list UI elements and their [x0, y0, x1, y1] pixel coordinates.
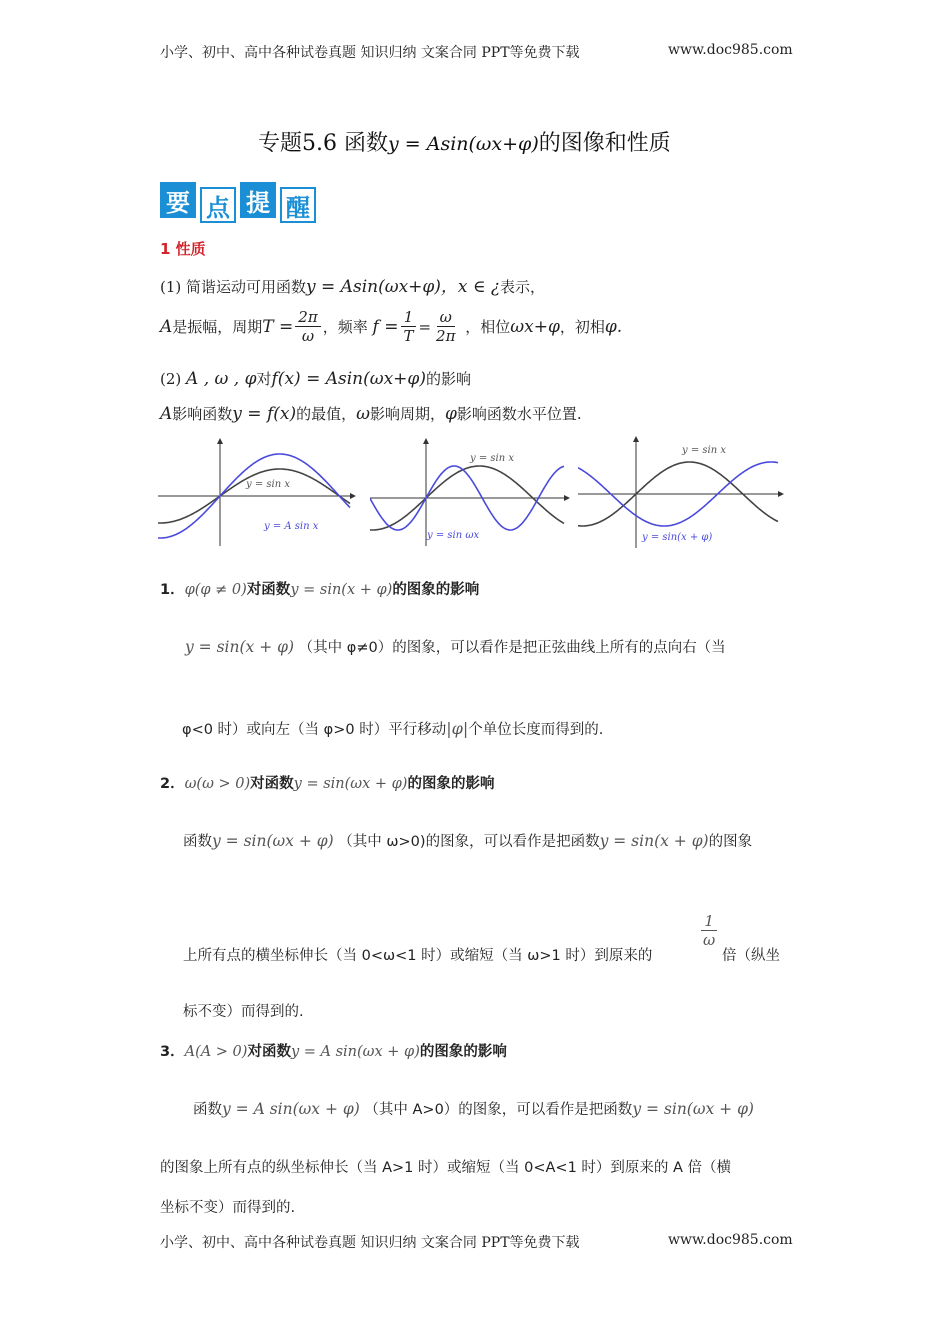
item2-b-formula2: y = sin(x + φ): [599, 832, 709, 850]
freq2-num: ω: [437, 308, 455, 327]
p3-mid: 对: [256, 370, 272, 388]
footer-url[interactable]: www.doc985.com: [668, 1232, 793, 1248]
graph3-label-sin: y = sin x: [682, 445, 726, 456]
item3-formula2: y = A sin(ωx + φ): [290, 1044, 420, 1060]
badge-yao: 要: [160, 182, 196, 218]
p4-a: A: [160, 404, 173, 424]
freq-fraction-2: [433, 308, 458, 345]
graph2-label-sin-omega: y = sin ωx: [427, 530, 480, 541]
p2-f: f =: [372, 316, 399, 337]
p4-f: y = f(x): [232, 404, 297, 424]
graph3-label-sin-shift: y = sin(x + φ): [642, 532, 713, 543]
title-prefix: 专题5.6 函数: [258, 131, 388, 156]
badge-ti: 提: [240, 182, 276, 218]
p2-phase: ，相位: [465, 318, 511, 336]
item1-abs: |φ|: [446, 719, 469, 738]
item1-t2: 的图象的影响: [392, 582, 480, 598]
p2-T: T =: [262, 316, 294, 337]
p1-suffix: 表示，: [500, 278, 546, 296]
item2-b-formula: y = sin(ωx + φ): [212, 832, 334, 850]
graph-phase: [578, 436, 784, 548]
freq-fraction-1: [400, 308, 416, 345]
footer-left: 小学、初中、高中各种试卷真题 知识归纳 文案合同 PPT等免费下载: [160, 1235, 580, 1251]
item1-line1: [185, 636, 726, 657]
p2-amp: 是振幅，周期: [172, 318, 263, 336]
badge-dian: 点: [200, 187, 236, 223]
p2-phase-val: ωx+φ: [510, 316, 560, 337]
item2-fraction: [700, 912, 718, 949]
item2-line2-end: 倍（纵坐: [722, 948, 780, 964]
p1-formula: y = Asin(ωx+φ)，x ∈ ¿: [306, 277, 501, 297]
section-heading: 1 性质: [160, 240, 206, 258]
item3-heading: [160, 1040, 507, 1061]
item2-t2: 的图象的影响: [407, 776, 495, 792]
item3-formula: A(A > 0): [184, 1044, 248, 1060]
item3-b-formula: y = A sin(ωx + φ): [222, 1100, 360, 1118]
p2-a: A: [160, 316, 173, 337]
item3-line2: 的图象上所有点的纵坐标伸长（当 A>1 时）或缩短（当 0<A<1 时）到原来的 A 倍（横: [160, 1160, 732, 1176]
item2-pre: 函数: [183, 834, 212, 850]
p4-t4: 影响函数水平位置.: [456, 405, 582, 423]
property-line-2: [160, 308, 622, 345]
page-title: [258, 126, 671, 157]
p4-w: ω: [356, 404, 370, 424]
item1-line2: [182, 718, 603, 739]
item2-frac-num: 1: [701, 912, 717, 931]
p3-formula2: f(x) = Asin(ωx+φ): [271, 369, 426, 389]
item2-line3: 标不变）而得到的.: [183, 1004, 304, 1020]
header-url[interactable]: www.doc985.com: [668, 42, 793, 58]
graph-amplitude: [158, 438, 356, 546]
item3-t1: 对函数: [247, 1044, 291, 1060]
p3-prefix: (2): [160, 370, 182, 388]
property-line-1: [160, 272, 545, 297]
item2-formula2: y = sin(ωx + φ): [293, 776, 408, 792]
freq-den: T: [403, 327, 414, 345]
item3-num: 3．: [160, 1044, 185, 1060]
p4-t1: 影响函数: [172, 405, 233, 423]
graph1-label-sin: y = sin x: [246, 479, 290, 490]
item2-line1: [183, 830, 752, 851]
p2-freq: ，频率: [322, 318, 368, 336]
p2-init-val: φ.: [604, 316, 623, 337]
item2-mid: （其中 ω>0)的图象，可以看作是把函数: [338, 834, 600, 850]
item3-t2: 的图象的影响: [419, 1044, 507, 1060]
graph2-label-sin: y = sin x: [470, 453, 514, 464]
item1-body2: φ<0 时）或向左（当 φ>0 时）平行移动: [182, 722, 447, 738]
item2-t1: 对函数: [250, 776, 294, 792]
p1-prefix: (1) 简谐运动可用函数: [160, 278, 307, 296]
property-line-3: [160, 368, 471, 389]
item1-t1: 对函数: [246, 582, 291, 598]
item1-body-formula: y = sin(x + φ): [185, 638, 295, 656]
item2-b2: 上所有点的横坐标伸长（当 0<ω<1 时）或缩短（当 ω>1 时）到原来的: [183, 948, 653, 964]
title-suffix: 的图像和性质: [538, 131, 671, 156]
item3-line1: [193, 1098, 754, 1119]
item1-body1: （其中 φ≠0）的图象，可以看作是把正弦曲线上所有的点向右（当: [298, 640, 726, 656]
item3-pre: 函数: [193, 1102, 222, 1118]
item2-frac-den: ω: [703, 931, 716, 949]
property-line-4: [160, 403, 582, 424]
item1-formula: φ(φ ≠ 0): [184, 582, 247, 598]
period-den: ω: [301, 327, 315, 345]
item2-num: 2．: [160, 776, 185, 792]
item1-num: 1．: [160, 582, 185, 598]
item2-heading: [160, 772, 494, 793]
header-left: 小学、初中、高中各种试卷真题 知识归纳 文案合同 PPT等免费下载: [160, 45, 580, 61]
p3-suffix: 的影响: [425, 370, 471, 388]
freq2-den: 2π: [436, 327, 456, 345]
p4-p: φ: [445, 404, 457, 424]
item2-formula: ω(ω > 0): [184, 776, 251, 792]
item1-body3: 个单位长度而得到的.: [468, 722, 604, 738]
p2-eq: =: [418, 317, 432, 336]
item3-line3: 坐标不变）而得到的.: [160, 1200, 296, 1216]
item1-heading: [160, 578, 479, 599]
item3-mid: （其中 A>0）的图象，可以看作是把函数: [364, 1102, 633, 1118]
item2-end: 的图象: [708, 834, 753, 850]
title-formula: y = Asin(ωx+φ): [387, 133, 539, 155]
p2-init: ，初相: [559, 318, 605, 336]
graph-period: [370, 438, 570, 546]
freq-num: 1: [401, 308, 417, 327]
badge-xing: 醒: [280, 187, 316, 223]
p4-t2: 的最值，: [296, 405, 357, 423]
period-num: 2π: [295, 308, 320, 327]
p4-t3: 影响周期，: [370, 405, 446, 423]
period-fraction: [295, 308, 320, 345]
graph1-label-asin: y = A sin x: [264, 521, 319, 532]
item3-b-formula2: y = sin(ωx + φ): [632, 1100, 754, 1118]
item1-formula2: y = sin(x + φ): [290, 582, 393, 598]
p3-formula: A , ω , φ: [186, 369, 257, 389]
item2-line2: [183, 944, 652, 965]
